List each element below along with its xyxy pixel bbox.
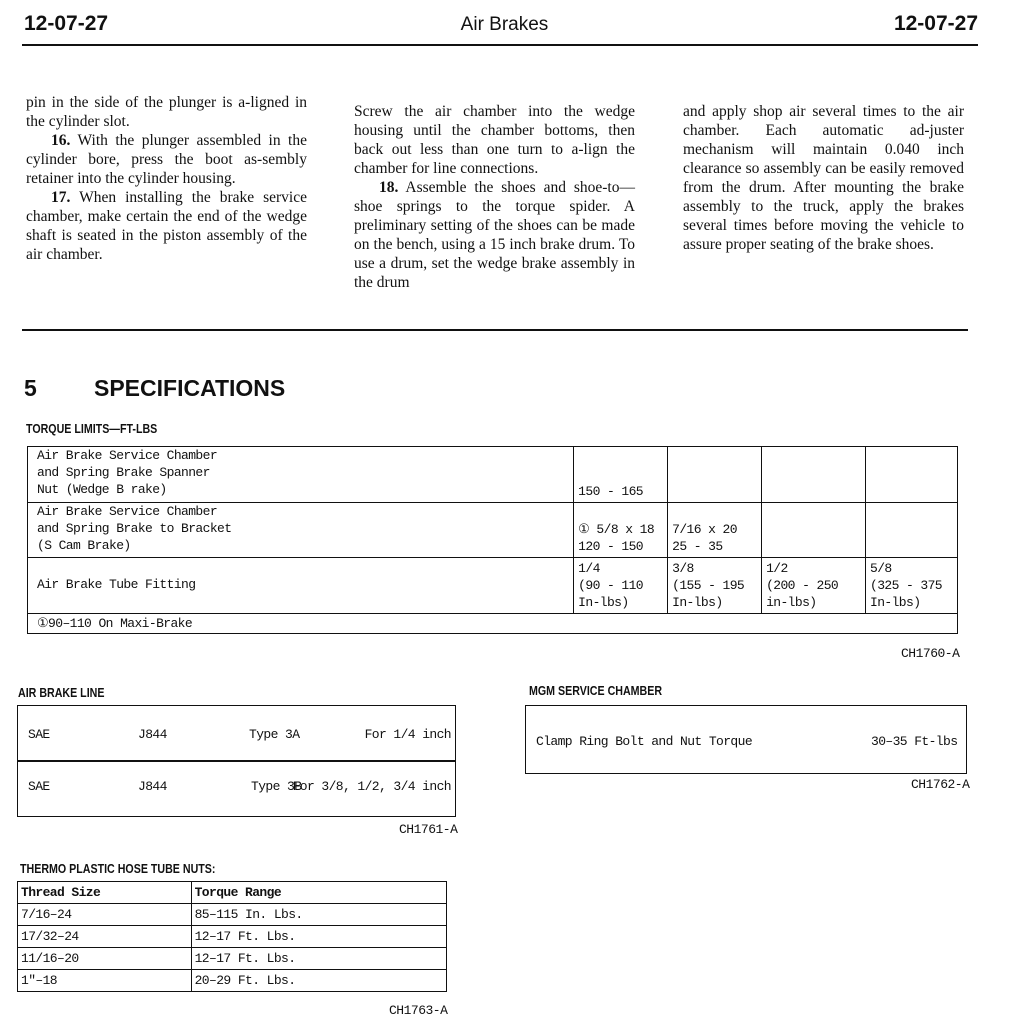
figure-code: CH1761-A	[399, 822, 458, 837]
cell-type: Type 3B	[251, 779, 302, 794]
cell-code: J844	[138, 727, 167, 742]
step-number: 18.	[379, 179, 399, 196]
step-text: Assemble the shoes and shoe-to—shoe springs to the torque spider. A preliminary setting of the shoes can be made on the bench, using a 15 inch brake drum. To use a drum, set the wedge brake assembly in the drum	[354, 179, 635, 291]
row-label: Air Brake Service Chamber and Spring Brake Spanner Nut (Wedge B rake)	[28, 447, 574, 503]
air-brake-line-title: AIR BRAKE LINE	[18, 685, 105, 700]
step-number: 17.	[51, 189, 71, 206]
page-title: Air Brakes	[460, 14, 549, 35]
torque-value-cell: 1/4 (90 - 110 In-lbs)	[574, 558, 668, 614]
text-column-2	[354, 102, 635, 292]
page-number-left: 12-07-27	[24, 12, 109, 35]
torque-value-cell	[762, 447, 866, 503]
row-divider	[18, 760, 455, 762]
mgm-chamber-title: MGM SERVICE CHAMBER	[529, 683, 663, 698]
text-column-1	[26, 93, 307, 264]
thread-size-cell: 7/16–24	[18, 904, 192, 926]
torque-value-cell: ① 5/8 x 18 120 - 150	[574, 503, 668, 558]
torque-value-cell: 5/8 (325 - 375 In-lbs)	[866, 558, 958, 614]
torque-range-cell: 12–17 Ft. Lbs.	[191, 948, 446, 970]
torque-range-cell: 20–29 Ft. Lbs.	[191, 970, 446, 992]
torque-value-cell	[762, 503, 866, 558]
header-rule	[22, 44, 978, 46]
paragraph: and apply shop air several times to the air chamber. Each automatic ad-juster mechanism will maintain 0.040 inch clearance so assembly can be easily removed from the drum. After mounting the brake assembly to the truck, apply the brakes several times before moving the vehicle to assure proper seating of the brake shoes.	[683, 103, 964, 253]
table-row	[18, 904, 447, 926]
torque-value-cell	[866, 503, 958, 558]
torque-value-cell: 3/8 (155 - 195 In-lbs)	[668, 558, 762, 614]
section-rule	[22, 329, 968, 331]
torque-value-cell	[866, 447, 958, 503]
page-number-right: 12-07-27	[893, 12, 978, 35]
paragraph-step-17	[26, 188, 307, 264]
torque-value-cell: 7/16 x 20 25 - 35	[668, 503, 762, 558]
paragraph: Screw the air chamber into the wedge housing until the chamber bottoms, then back out less than one turn to a-lign the chamber for line connections.	[354, 103, 635, 177]
section-number: 5	[24, 375, 37, 401]
torque-range-cell: 85–115 In. Lbs.	[191, 904, 446, 926]
cell-code: J844	[138, 779, 167, 794]
torque-value-cell	[668, 447, 762, 503]
paragraph-step-16	[26, 131, 307, 188]
torque-value-cell: 1/2 (200 - 250 in-lbs)	[762, 558, 866, 614]
thermo-table	[17, 881, 447, 992]
table-row	[28, 503, 958, 558]
thread-size-cell: 11/16–20	[18, 948, 192, 970]
torque-limits-title: TORQUE LIMITS—FT-LBS	[26, 421, 158, 436]
text-column-3	[683, 102, 964, 254]
row-label: Air Brake Service Chamber and Spring Brake to Bracket (S Cam Brake)	[28, 503, 574, 558]
table-row-footnote	[28, 614, 958, 634]
cell-value: 30–35 Ft-lbs	[871, 734, 958, 749]
step-text: When installing the brake service chamber, make certain the end of the wedge shaft is seated in the piston assembly of the air chamber.	[26, 189, 307, 263]
thermo-title: THERMO PLASTIC HOSE TUBE NUTS:	[20, 861, 216, 876]
table-row	[18, 926, 447, 948]
step-text: With the plunger assembled in the cylinder bore, press the boot as-sembly retainer into the cylinder housing.	[26, 132, 307, 187]
cell-size: For 1/4 inch	[364, 727, 451, 742]
table-row	[28, 558, 958, 614]
torque-limits-table	[27, 446, 958, 634]
cell-std: SAE	[28, 779, 50, 794]
column-header: Thread Size	[18, 882, 192, 904]
table-header-row	[18, 882, 447, 904]
step-number: 16.	[51, 132, 71, 149]
air-brake-line-table	[17, 705, 456, 817]
torque-value-cell: 150 - 165	[574, 447, 668, 503]
paragraph-step-18	[354, 178, 635, 292]
paragraph: pin in the side of the plunger is a-ligned in the cylinder slot.	[26, 94, 307, 130]
figure-code: CH1762-A	[911, 777, 970, 792]
table-row	[18, 970, 447, 992]
cell-label: Clamp Ring Bolt and Nut Torque	[536, 734, 753, 749]
table-row	[18, 948, 447, 970]
thread-size-cell: 1″–18	[18, 970, 192, 992]
table-row	[28, 447, 958, 503]
row-label: Air Brake Tube Fitting	[28, 558, 574, 614]
thread-size-cell: 17/32–24	[18, 926, 192, 948]
cell-size: For 3/8, 1/2, 3/4 inch	[292, 779, 451, 794]
figure-code: CH1760-A	[901, 646, 960, 661]
torque-footnote: ①90–110 On Maxi-Brake	[28, 614, 958, 634]
section-title: SPECIFICATIONS	[94, 375, 286, 401]
column-header: Torque Range	[191, 882, 446, 904]
figure-code: CH1763-A	[389, 1003, 448, 1018]
cell-type: Type 3A	[249, 727, 300, 742]
mgm-chamber-table	[525, 705, 967, 774]
cell-std: SAE	[28, 727, 50, 742]
torque-range-cell: 12–17 Ft. Lbs.	[191, 926, 446, 948]
